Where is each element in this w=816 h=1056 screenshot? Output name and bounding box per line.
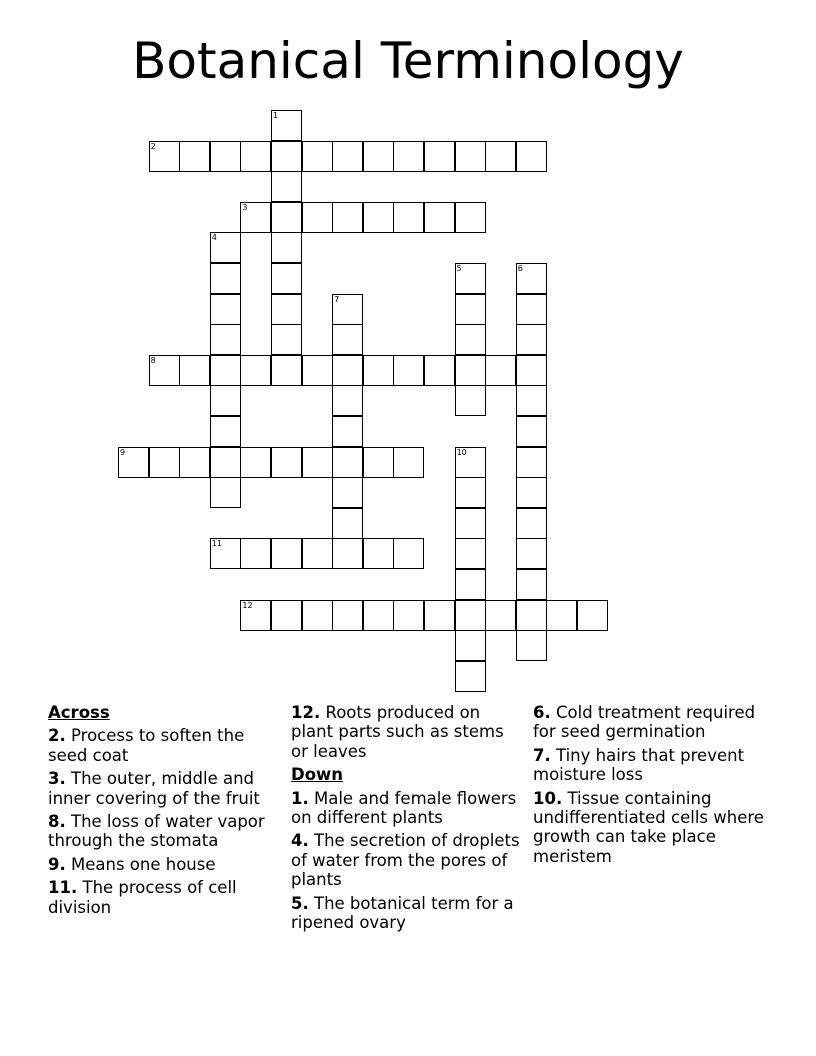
grid-cell[interactable] bbox=[240, 600, 271, 631]
across-clue-8 bbox=[48, 812, 280, 851]
grid-cell[interactable] bbox=[485, 141, 516, 172]
grid-cell[interactable] bbox=[455, 141, 486, 172]
grid-cell[interactable] bbox=[271, 171, 302, 202]
grid-cell[interactable] bbox=[455, 355, 486, 386]
grid-cell[interactable] bbox=[271, 263, 302, 294]
grid-cell[interactable] bbox=[455, 202, 486, 233]
cell-number: 5 bbox=[456, 264, 462, 273]
clue-number: 11. bbox=[48, 878, 78, 898]
grid-cell[interactable] bbox=[455, 508, 486, 539]
grid-cell[interactable] bbox=[455, 324, 486, 355]
across-clue-2 bbox=[48, 726, 280, 765]
grid-cell[interactable] bbox=[271, 355, 302, 386]
grid-cell[interactable] bbox=[516, 416, 547, 447]
clue-text: The loss of water vapor through the stomata bbox=[48, 812, 265, 851]
across-clue-12 bbox=[291, 703, 523, 761]
down-clue-4 bbox=[291, 831, 523, 889]
clue-number: 2. bbox=[48, 726, 66, 746]
clue-number: 6. bbox=[533, 703, 551, 722]
grid-cell[interactable] bbox=[455, 569, 486, 600]
cell-number: 11 bbox=[211, 539, 222, 549]
across-heading: Across bbox=[48, 703, 110, 722]
grid-cell[interactable] bbox=[455, 477, 486, 508]
grid-cell[interactable] bbox=[271, 202, 302, 233]
grid-cell[interactable] bbox=[516, 630, 547, 661]
grid-cell[interactable] bbox=[516, 447, 547, 478]
across-clue-11 bbox=[48, 878, 280, 917]
grid-cell[interactable] bbox=[363, 447, 394, 478]
grid-cell[interactable] bbox=[363, 141, 394, 172]
grid-cell[interactable] bbox=[455, 263, 486, 294]
cell-number: 3 bbox=[242, 202, 248, 212]
grid-cell[interactable] bbox=[516, 385, 547, 416]
grid-cell[interactable] bbox=[363, 538, 394, 569]
grid-cell[interactable] bbox=[577, 600, 608, 631]
clue-text: Roots produced on plant parts such as stems or leaves bbox=[291, 703, 504, 761]
cell-number: 12 bbox=[242, 600, 253, 610]
clue-number: 1. bbox=[291, 788, 309, 808]
grid-cell[interactable] bbox=[210, 263, 241, 294]
clue-text: The botanical term for a ripened ovary bbox=[291, 893, 514, 933]
grid-cell[interactable] bbox=[393, 355, 424, 386]
grid-cell[interactable] bbox=[516, 600, 547, 631]
grid-cell[interactable] bbox=[240, 447, 271, 478]
grid-cell[interactable] bbox=[302, 600, 333, 631]
grid-cell[interactable] bbox=[363, 202, 394, 233]
grid-cell[interactable] bbox=[271, 110, 302, 141]
cell-number: 9 bbox=[120, 447, 126, 457]
grid-cell[interactable] bbox=[516, 141, 547, 172]
grid-cell[interactable] bbox=[393, 202, 424, 233]
clue-text: Process to soften the seed coat bbox=[48, 726, 245, 765]
grid-cell[interactable] bbox=[424, 202, 455, 233]
grid-cell[interactable] bbox=[455, 538, 486, 569]
grid-cell[interactable] bbox=[210, 355, 241, 386]
grid-cell[interactable] bbox=[332, 385, 363, 416]
clue-number: 9. bbox=[48, 854, 66, 874]
grid-cell[interactable] bbox=[332, 294, 363, 325]
grid-cell[interactable] bbox=[332, 538, 363, 569]
grid-cell[interactable] bbox=[516, 294, 547, 325]
grid-cell[interactable] bbox=[302, 447, 333, 478]
grid-cell[interactable] bbox=[455, 294, 486, 325]
grid-cell[interactable] bbox=[240, 141, 271, 172]
down-heading: Down bbox=[291, 765, 344, 785]
grid-cell[interactable] bbox=[332, 447, 363, 478]
grid-cell[interactable] bbox=[179, 447, 210, 478]
grid-cell[interactable] bbox=[393, 538, 424, 569]
clue-number: 12. bbox=[291, 703, 321, 722]
down-clue-6 bbox=[533, 703, 765, 742]
puzzle-title: Botanical Terminology bbox=[132, 32, 684, 90]
grid-cell[interactable] bbox=[302, 202, 333, 233]
clue-number: 3. bbox=[48, 769, 66, 789]
grid-cell[interactable] bbox=[393, 600, 424, 631]
grid-cell[interactable] bbox=[271, 294, 302, 325]
clue-number: 8. bbox=[48, 812, 66, 832]
grid-cell[interactable] bbox=[271, 232, 302, 263]
clue-text: Tiny hairs that prevent moisture loss bbox=[533, 745, 745, 785]
grid-cell[interactable] bbox=[210, 141, 241, 172]
clue-text: Male and female flowers on different plants bbox=[291, 788, 517, 828]
grid-cell[interactable] bbox=[149, 447, 180, 478]
grid-cell[interactable] bbox=[210, 324, 241, 355]
grid-cell[interactable] bbox=[271, 447, 302, 478]
clue-text: The process of cell division bbox=[48, 878, 237, 917]
clues-column-1 bbox=[48, 703, 280, 921]
clue-number: 5. bbox=[291, 893, 309, 913]
clue-text: Means one house bbox=[71, 854, 216, 874]
grid-cell[interactable] bbox=[455, 385, 486, 416]
down-clue-10 bbox=[533, 789, 765, 867]
cell-number: 2 bbox=[150, 141, 156, 151]
grid-cell[interactable] bbox=[516, 508, 547, 539]
grid-cell[interactable] bbox=[485, 355, 516, 386]
grid-cell[interactable] bbox=[179, 141, 210, 172]
grid-cell[interactable] bbox=[271, 324, 302, 355]
cell-number: 7 bbox=[334, 294, 340, 304]
grid-cell[interactable] bbox=[455, 630, 486, 661]
clue-text: Tissue containing undifferentiated cells where growth can take place meristem bbox=[533, 788, 764, 866]
grid-cell[interactable] bbox=[210, 477, 241, 508]
grid-cell[interactable] bbox=[424, 355, 455, 386]
grid-cell[interactable] bbox=[240, 538, 271, 569]
grid-cell[interactable] bbox=[271, 538, 302, 569]
cell-number: 6 bbox=[517, 264, 523, 273]
down-clue-1 bbox=[291, 789, 523, 828]
grid-cell[interactable] bbox=[455, 447, 486, 478]
across-clue-3 bbox=[48, 769, 280, 808]
grid-cell[interactable] bbox=[302, 141, 333, 172]
grid-cell[interactable] bbox=[240, 355, 271, 386]
grid-cell[interactable] bbox=[393, 447, 424, 478]
grid-cell[interactable] bbox=[240, 202, 271, 233]
grid-cell[interactable] bbox=[363, 600, 394, 631]
grid-cell[interactable] bbox=[210, 385, 241, 416]
grid-cell[interactable] bbox=[210, 447, 241, 478]
grid-cell[interactable] bbox=[332, 355, 363, 386]
clue-number: 7. bbox=[533, 745, 551, 765]
grid-cell[interactable] bbox=[210, 232, 241, 263]
grid-cell[interactable] bbox=[516, 477, 547, 508]
grid-cell[interactable] bbox=[455, 661, 486, 692]
grid-cell[interactable] bbox=[332, 416, 363, 447]
cell-number: 4 bbox=[211, 233, 217, 243]
cell-number: 10 bbox=[456, 447, 467, 457]
grid-cell[interactable] bbox=[455, 600, 486, 631]
grid-cell[interactable] bbox=[149, 355, 180, 386]
grid-cell[interactable] bbox=[516, 324, 547, 355]
grid-cell[interactable] bbox=[516, 355, 547, 386]
clue-text: Cold treatment required for seed germination bbox=[533, 703, 756, 742]
grid-cell[interactable] bbox=[149, 141, 180, 172]
grid-cell[interactable] bbox=[210, 416, 241, 447]
grid-cell[interactable] bbox=[302, 355, 333, 386]
grid-cell[interactable] bbox=[302, 538, 333, 569]
grid-cell[interactable] bbox=[179, 355, 210, 386]
clues-column-3 bbox=[533, 703, 765, 870]
grid-cell[interactable] bbox=[424, 600, 455, 631]
grid-cell[interactable] bbox=[516, 569, 547, 600]
clue-text: The outer, middle and inner covering of the fruit bbox=[48, 769, 260, 808]
grid-cell[interactable] bbox=[393, 141, 424, 172]
grid-cell[interactable] bbox=[271, 600, 302, 631]
grid-cell[interactable] bbox=[210, 294, 241, 325]
grid-cell[interactable] bbox=[118, 447, 149, 478]
grid-cell[interactable] bbox=[271, 141, 302, 172]
grid-cell[interactable] bbox=[485, 600, 516, 631]
down-clue-7 bbox=[533, 746, 765, 785]
clue-number: 4. bbox=[291, 831, 309, 851]
grid-cell[interactable] bbox=[332, 600, 363, 631]
grid-cell[interactable] bbox=[424, 141, 455, 172]
cell-number: 8 bbox=[150, 355, 156, 365]
grid-cell[interactable] bbox=[332, 324, 363, 355]
grid-cell[interactable] bbox=[516, 263, 547, 294]
grid-cell[interactable] bbox=[332, 202, 363, 233]
cell-number: 1 bbox=[273, 111, 279, 120]
down-clue-5 bbox=[291, 894, 523, 933]
grid-cell[interactable] bbox=[546, 600, 577, 631]
grid-cell[interactable] bbox=[516, 538, 547, 569]
grid-cell[interactable] bbox=[332, 141, 363, 172]
clue-number: 10. bbox=[533, 788, 563, 808]
grid-cell[interactable] bbox=[332, 508, 363, 539]
grid-cell[interactable] bbox=[363, 355, 394, 386]
grid-cell[interactable] bbox=[210, 538, 241, 569]
clues-column-2 bbox=[291, 703, 523, 936]
grid-cell[interactable] bbox=[332, 477, 363, 508]
clue-text: The secretion of droplets of water from the pores of plants bbox=[291, 831, 520, 890]
across-clue-9 bbox=[48, 855, 280, 874]
